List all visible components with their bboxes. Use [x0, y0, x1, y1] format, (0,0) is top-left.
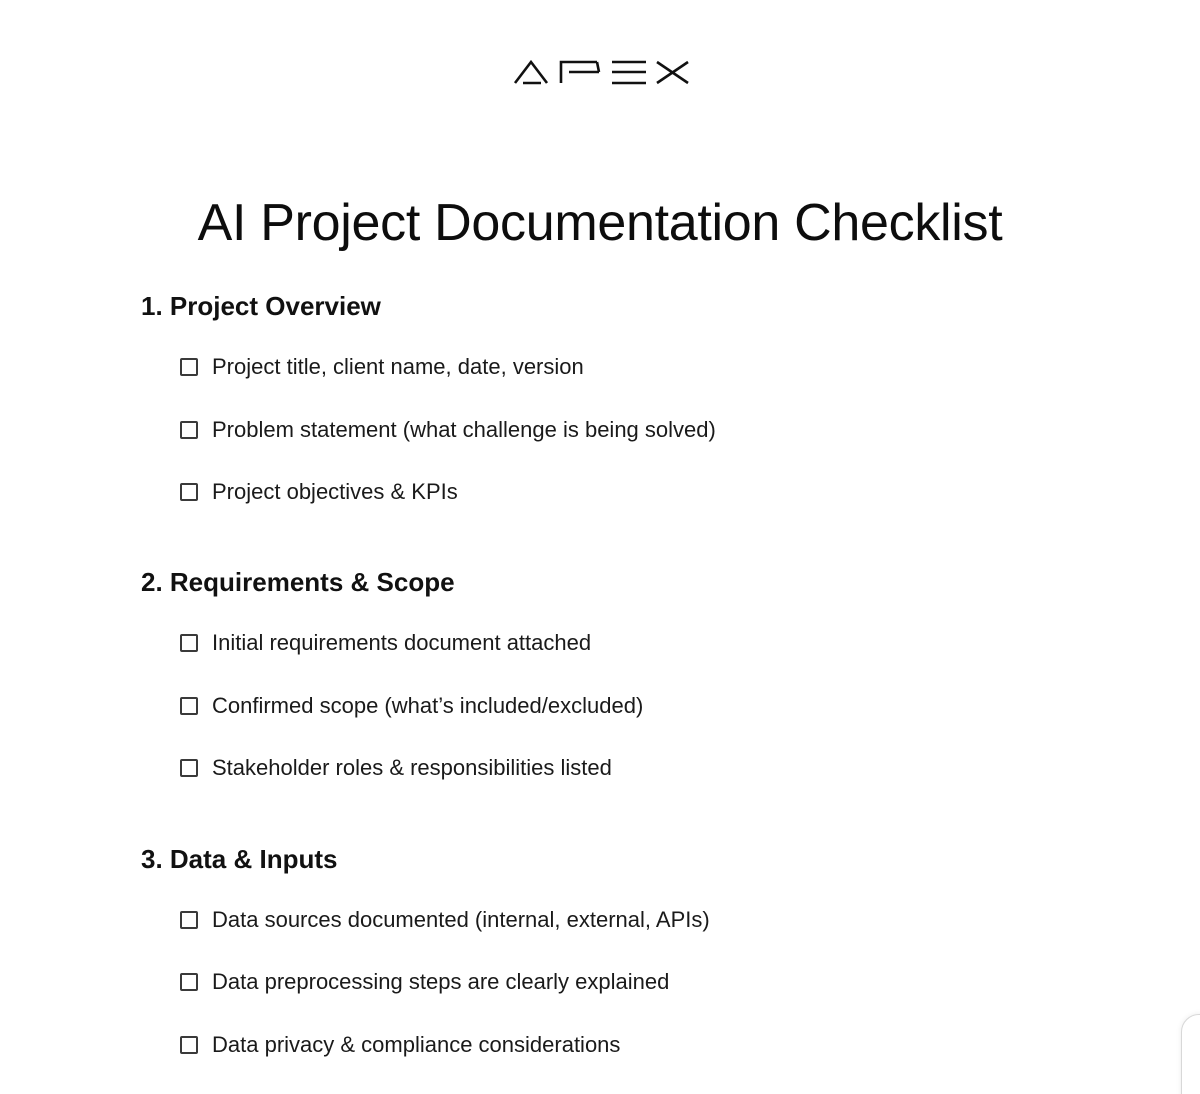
checklist-item-label: Problem statement (what challenge is being solved)	[212, 417, 716, 442]
checkbox[interactable]	[180, 421, 198, 439]
checklist-item[interactable]	[180, 479, 458, 505]
checkbox[interactable]	[180, 973, 198, 991]
checklist-item[interactable]	[180, 630, 591, 656]
checklist-item[interactable]	[180, 417, 716, 443]
checkbox[interactable]	[180, 358, 198, 376]
checkbox[interactable]	[180, 911, 198, 929]
checklist-item-label: Initial requirements document attached	[212, 630, 592, 655]
checklist-item-label: Data preprocessing steps are clearly explained	[212, 969, 670, 994]
checkbox[interactable]	[180, 634, 198, 652]
section-heading-project-overview: 1. Project Overview	[141, 291, 381, 321]
checklist-item[interactable]	[180, 907, 710, 933]
checklist-item-label: Data sources documented (internal, external, APIs)	[212, 907, 710, 932]
checklist-item[interactable]	[180, 693, 643, 719]
checklist-item-label: Confirmed scope (what’s included/excluded)	[212, 693, 644, 718]
checkbox[interactable]	[180, 759, 198, 777]
checklist-item[interactable]	[180, 354, 584, 380]
checklist-item-label: Data privacy & compliance considerations	[212, 1032, 621, 1057]
checklist-item-label: Project title, client name, date, version	[212, 354, 584, 379]
page-title: AI Project Documentation Checklist	[197, 194, 1003, 252]
floating-widget[interactable]	[1181, 1014, 1200, 1094]
checklist-item[interactable]	[180, 755, 612, 781]
section-heading-requirements-scope: 2. Requirements & Scope	[141, 567, 455, 597]
checkbox[interactable]	[180, 483, 198, 501]
apex-logo	[513, 58, 691, 86]
checklist-item-label: Stakeholder roles & responsibilities listed	[212, 755, 612, 780]
section-heading-data-inputs: 3. Data & Inputs	[141, 844, 338, 874]
checkbox[interactable]	[180, 697, 198, 715]
checklist-item[interactable]	[180, 1032, 620, 1058]
checklist-item[interactable]	[180, 969, 669, 995]
checkbox[interactable]	[180, 1036, 198, 1054]
checklist-item-label: Project objectives & KPIs	[212, 479, 458, 504]
